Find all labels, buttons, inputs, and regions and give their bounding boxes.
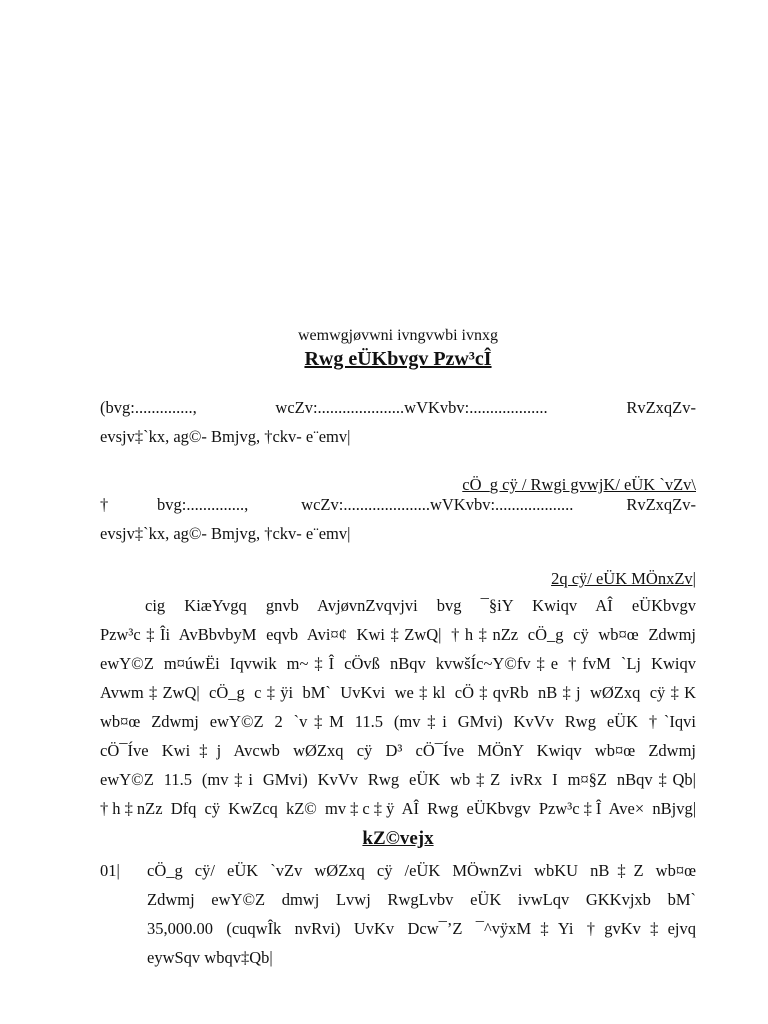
condition-line: eywSqv wbqv‡Qb| [147, 948, 273, 967]
document-title: Rwg eÜKbvgv Pzw³cÎ [304, 348, 492, 370]
document-subtitle: wemwgjøvwni ivngvwbi ivnxg [298, 327, 498, 344]
document-body [100, 326, 696, 972]
second-party-role: 2q cÿ/ eÜK MÖnxZv| [551, 569, 696, 588]
condition-text [147, 856, 696, 972]
first-party-role: cÖ_g cÿ / Rwgi gvwjK/ eÜK `vZv\ [462, 475, 696, 494]
condition-line: 35,000.00 (cuqwÎk nvRvi) UvKv Dcw¯’Z ¯^vÿxM‡Yi †gvKv‡ejvq [147, 919, 696, 938]
second-party-info: evsjv‡`kx, ag©- Bmjvg, †ckv- e¨emv| [100, 524, 351, 543]
preamble-line: †h‡nZz Dfq cÿ KwZcq kZ© mv‡c‡ÿ AÎ Rwg eÜKbvgv Pzw³c‡Î Ave× nBjvg| [100, 799, 696, 818]
second-party-details: †bvg:.............., wcZv:.....................wVKvbv:................... RvZxqZv- [100, 495, 696, 514]
preamble-paragraph [100, 591, 696, 823]
preamble-line: cÖ¯Íve Kwi‡j Avcwb wØZxq cÿ D³ cÖ¯Íve MÖnY Kwiqv wb¤œ Zdwmj [100, 741, 696, 760]
condition-line: Zdwmj ewY©Z dmwj Lvwj RwgLvbv eÜK ivwLqv GKKvjxb bM` [147, 890, 696, 909]
preamble-line: ewY©Z m¤úwËi Iqvwik m~‡Î cÖvß nBqv kvwšÍc~Y©fv‡e †fvM `Lj Kwiqv [100, 654, 696, 673]
preamble-line: ewY©Z 11.5 (mv‡i GMvi) KvVv Rwg eÜK wb‡Z ivRx I m¤§Z nBqv‡Qb| [100, 770, 696, 789]
condition-number: 01| [100, 861, 120, 880]
preamble-line: Avwm‡ZwQ| cÖ_g c‡ÿi bM` UvKvi we‡kl cÖ‡qvRb nB‡j wØZxq cÿ‡K [100, 683, 696, 702]
second-party-block [100, 490, 696, 548]
first-party-info: evsjv‡`kx, ag©- Bmjvg, †ckv- e¨emv| [100, 427, 351, 446]
first-party-block [100, 393, 696, 451]
preamble-line: Pzw³c‡Îi AvBbvbyM eqvb Avi¤¢ Kwi‡ZwQ| †h‡nZz cÖ_g cÿ wb¤œ Zdwmj [100, 625, 696, 644]
first-party-details: (bvg:.............., wcZv:.....................wVKvbv:................... RvZxqZv- [100, 398, 696, 417]
conditions-heading: kZ©vejx [362, 828, 434, 849]
condition-line: cÖ_g cÿ/ eÜK `vZv wØZxq cÿ /eÜK MÖwnZvi wbKU nB‡Z wb¤œ [147, 861, 696, 880]
preamble-line: wb¤œ Zdwmj ewY©Z 2 `v‡M 11.5 (mv‡i GMvi) KvVv Rwg eÜK †`Iqvi [100, 712, 696, 731]
preamble-line: cig KiæYvgq gnvb AvjøvnZvqvjvi bvg ¯§iY Kwiqv AÎ eÜKbvgv [145, 596, 696, 615]
condition-item [100, 856, 696, 972]
